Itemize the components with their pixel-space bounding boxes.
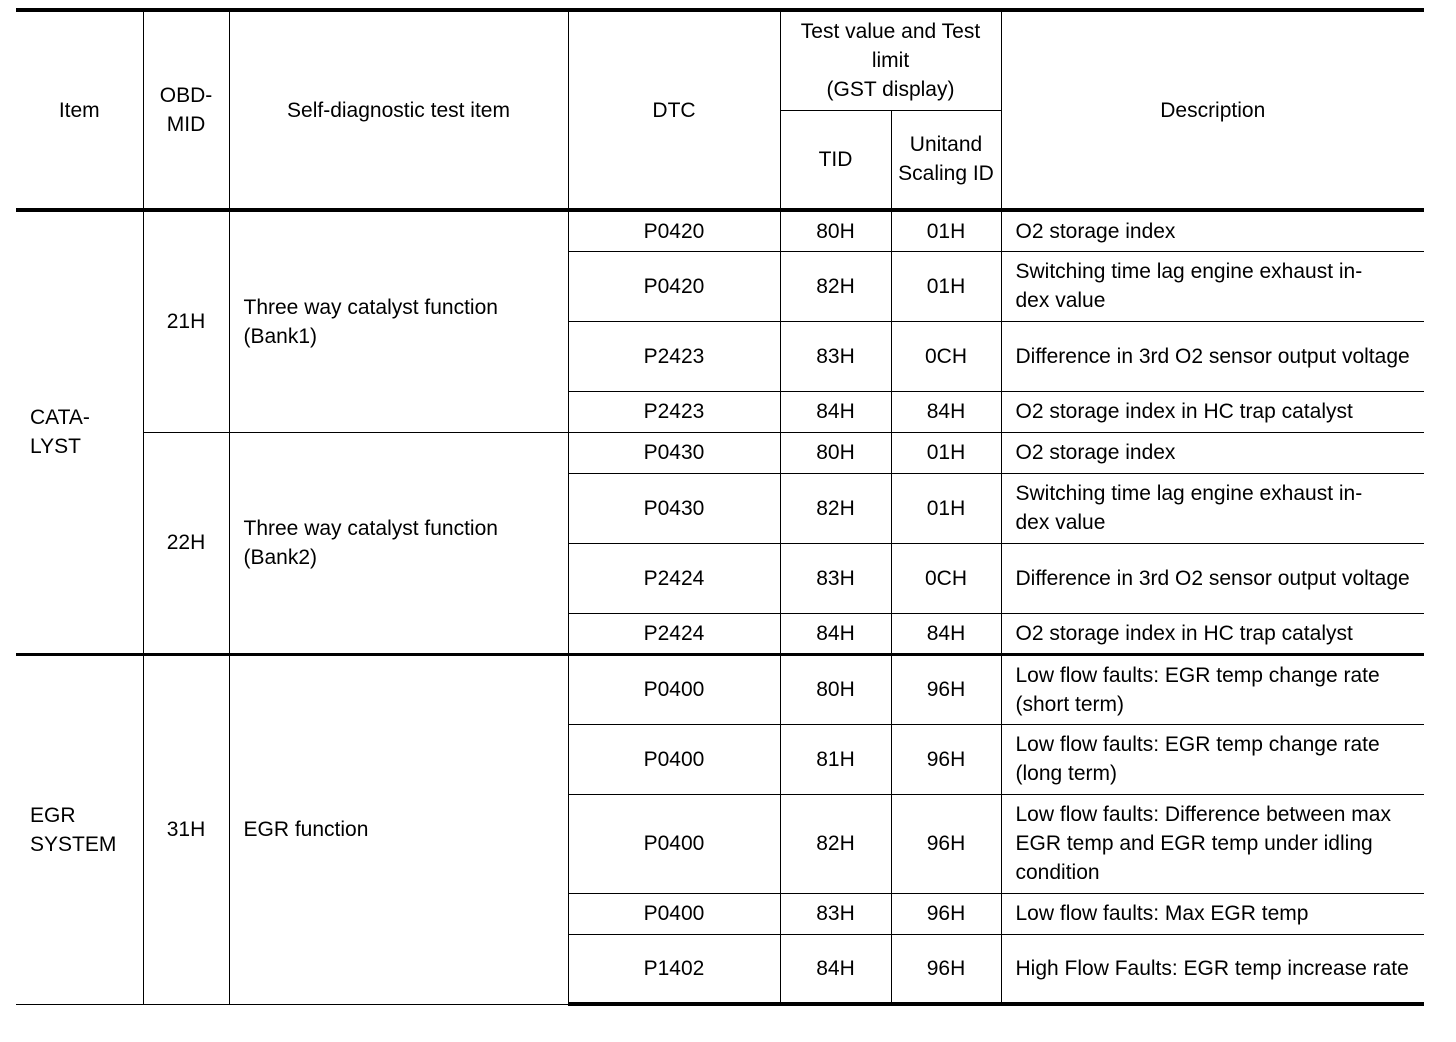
dtc-cell: P2423 xyxy=(568,391,780,432)
table-row xyxy=(16,210,1424,251)
dtc-cell: P0400 xyxy=(568,724,780,794)
unit-cell: 01H xyxy=(891,210,1001,251)
header-test-value-limit: Test value and Test limit (GST display) xyxy=(780,10,1001,110)
description-cell: Low flow faults: Difference between max EGR temp and EGR temp under idling condition xyxy=(1001,794,1424,893)
tid-cell: 83H xyxy=(780,543,891,613)
description-cell: Low flow faults: Max EGR temp xyxy=(1001,893,1424,934)
description-cell: O2 storage index xyxy=(1001,210,1424,251)
dtc-cell: P0400 xyxy=(568,794,780,893)
unit-cell: 01H xyxy=(891,251,1001,321)
dtc-cell: P2424 xyxy=(568,543,780,613)
tid-cell: 82H xyxy=(780,473,891,543)
tid-cell: 83H xyxy=(780,893,891,934)
item-egr-system: EGR SYSTEM xyxy=(16,654,143,1004)
description-cell: O2 storage index in HC trap catalyst xyxy=(1001,391,1424,432)
dtc-cell: P2424 xyxy=(568,613,780,654)
tid-cell: 81H xyxy=(780,724,891,794)
table-row xyxy=(16,654,1424,724)
description-cell: Switching time lag engine exhaust in- dex value xyxy=(1001,251,1424,321)
dtc-cell: P0430 xyxy=(568,432,780,473)
dtc-cell: P2423 xyxy=(568,321,780,391)
unit-cell: 01H xyxy=(891,473,1001,543)
test-item-cell: Three way catalyst function (Bank2) xyxy=(229,432,568,654)
unit-cell: 96H xyxy=(891,934,1001,1004)
tid-cell: 83H xyxy=(780,321,891,391)
description-cell: O2 storage index xyxy=(1001,432,1424,473)
dtc-cell: P0420 xyxy=(568,251,780,321)
tid-cell: 80H xyxy=(780,654,891,724)
unit-cell: 96H xyxy=(891,794,1001,893)
unit-cell: 0CH xyxy=(891,543,1001,613)
header-description: Description xyxy=(1001,10,1424,210)
dtc-cell: P0400 xyxy=(568,893,780,934)
unit-cell: 0CH xyxy=(891,321,1001,391)
dtc-cell: P0420 xyxy=(568,210,780,251)
description-cell: Difference in 3rd O2 sensor output voltage xyxy=(1001,543,1424,613)
tid-cell: 84H xyxy=(780,613,891,654)
unit-cell: 01H xyxy=(891,432,1001,473)
dtc-cell: P1402 xyxy=(568,934,780,1004)
tid-cell: 84H xyxy=(780,934,891,1004)
header-item: Item xyxy=(16,10,143,210)
obd-test-table xyxy=(16,8,1424,1006)
description-cell: Low flow faults: EGR temp change rate (long term) xyxy=(1001,724,1424,794)
unit-cell: 84H xyxy=(891,613,1001,654)
header-unit-scaling-id: Unitand Scaling ID xyxy=(891,110,1001,210)
description-cell: High Flow Faults: EGR temp increase rate xyxy=(1001,934,1424,1004)
header-tid: TID xyxy=(780,110,891,210)
unit-cell: 96H xyxy=(891,654,1001,724)
tid-cell: 80H xyxy=(780,210,891,251)
header-self-diagnostic-test-item: Self-diagnostic test item xyxy=(229,10,568,210)
description-cell: O2 storage index in HC trap catalyst xyxy=(1001,613,1424,654)
test-item-cell: Three way catalyst function (Bank1) xyxy=(229,210,568,432)
test-item-cell: EGR function xyxy=(229,654,568,1004)
unit-cell: 96H xyxy=(891,893,1001,934)
table-row xyxy=(16,432,1424,473)
tid-cell: 82H xyxy=(780,251,891,321)
obd-mid-cell: 31H xyxy=(143,654,229,1004)
dtc-cell: P0400 xyxy=(568,654,780,724)
item-catalyst: CATA- LYST xyxy=(16,210,143,654)
description-cell: Switching time lag engine exhaust in- dex value xyxy=(1001,473,1424,543)
tid-cell: 80H xyxy=(780,432,891,473)
obd-mid-cell: 22H xyxy=(143,432,229,654)
unit-cell: 84H xyxy=(891,391,1001,432)
dtc-cell: P0430 xyxy=(568,473,780,543)
description-cell: Difference in 3rd O2 sensor output voltage xyxy=(1001,321,1424,391)
description-cell: Low flow faults: EGR temp change rate (short term) xyxy=(1001,654,1424,724)
obd-mid-cell: 21H xyxy=(143,210,229,432)
tid-cell: 82H xyxy=(780,794,891,893)
unit-cell: 96H xyxy=(891,724,1001,794)
header-dtc: DTC xyxy=(568,10,780,210)
header-obd-mid: OBD- MID xyxy=(143,10,229,210)
tid-cell: 84H xyxy=(780,391,891,432)
